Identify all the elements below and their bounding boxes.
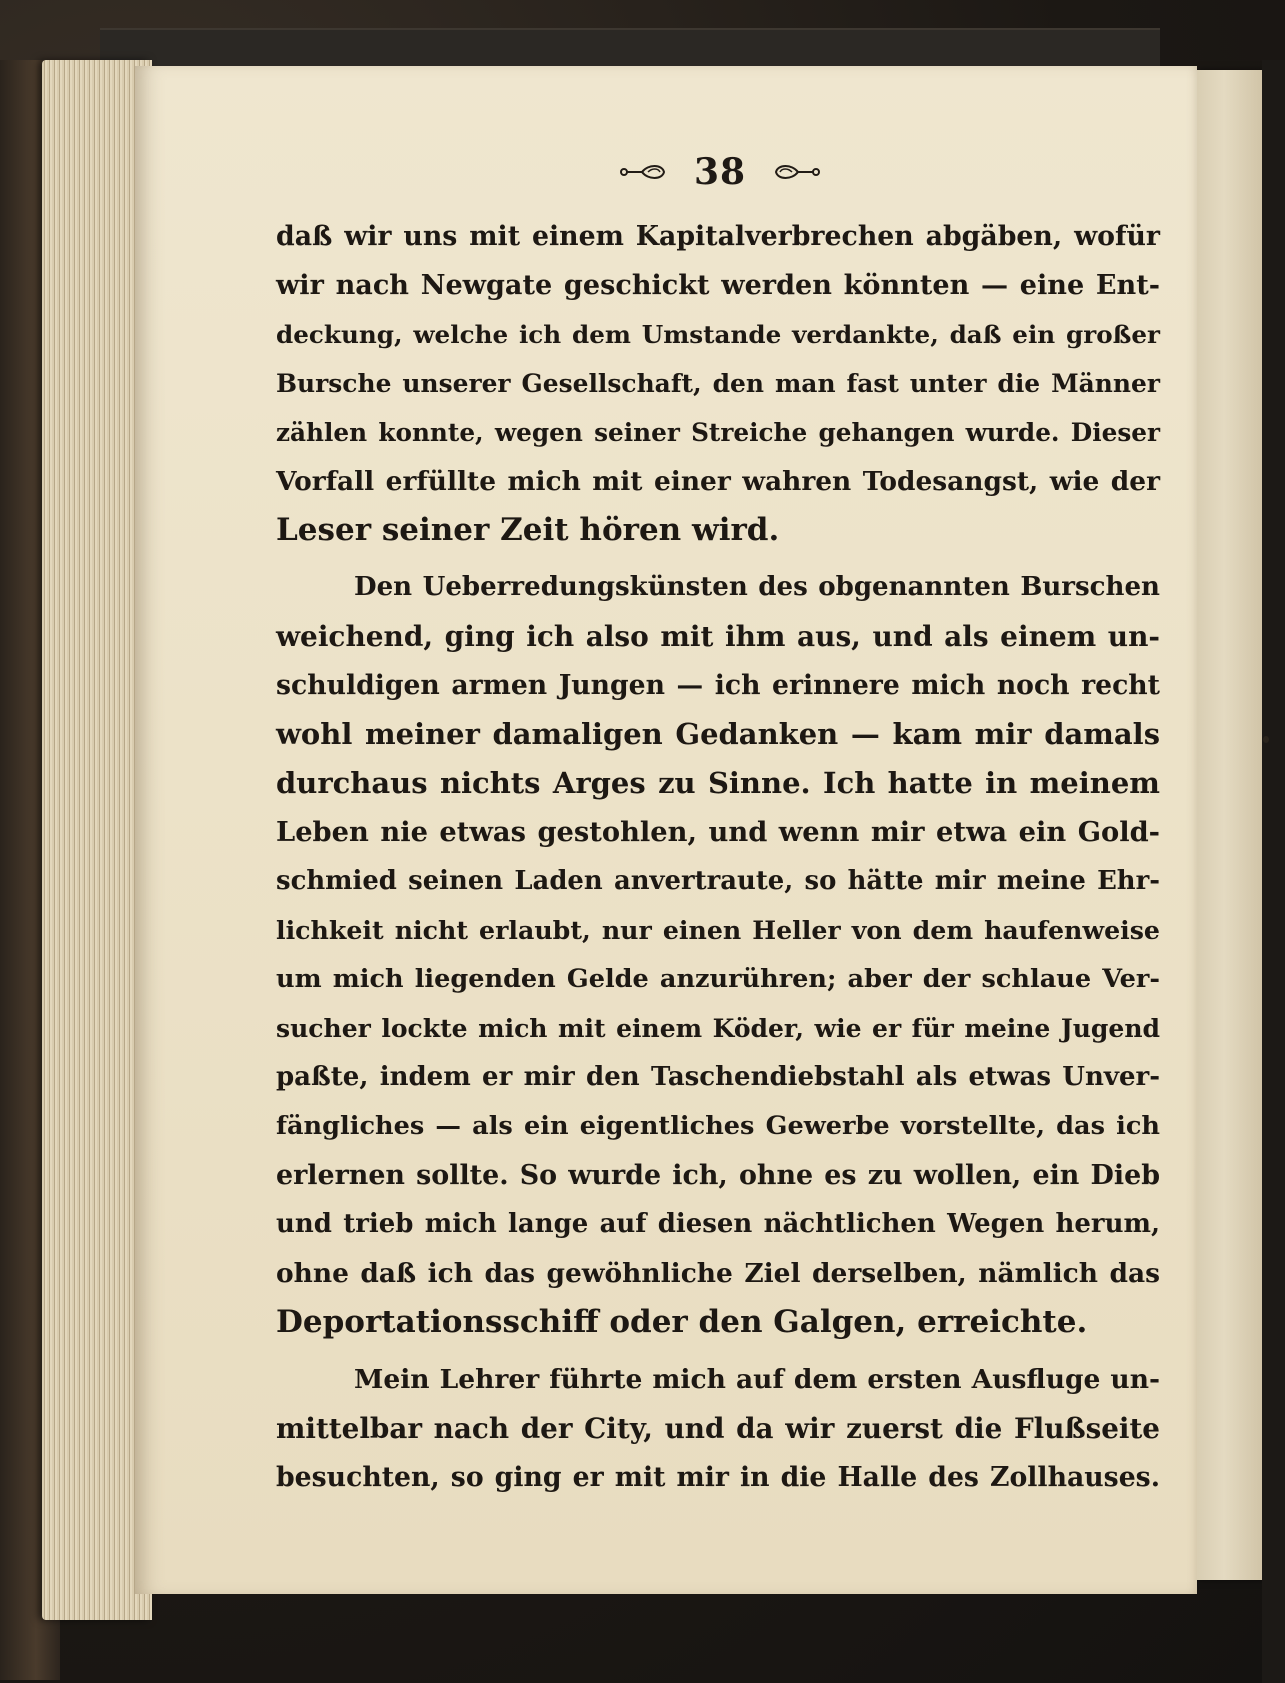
text-line: um mich liegenden Gelde anzurühren; aber der schlaue Ver- xyxy=(276,964,1160,994)
text-line: Mein Lehrer führte mich auf dem ersten Ausfluge un- xyxy=(354,1364,1160,1395)
page-header xyxy=(590,148,850,196)
paragraph-gap xyxy=(276,1347,1160,1355)
text-line: schuldigen armen Jungen — ich erinnere mich noch recht xyxy=(276,670,1160,701)
text-line: Leser seiner Zeit hören wird. xyxy=(276,512,780,548)
text-line: Bursche unserer Gesellschaft, den man fast unter die Männer xyxy=(276,369,1160,398)
text-line: lichkeit nicht erlaubt, nur einen Heller von dem haufenweise xyxy=(276,915,1160,945)
next-page-edge xyxy=(1196,70,1266,1580)
text-line: daß wir uns mit einem Kapitalverbrechen abgäben, wofür xyxy=(276,221,1160,252)
text-line: Den Ueberredungskünsten des obgenannten Burschen xyxy=(354,572,1160,602)
text-line: wohl meiner damaligen Gedanken — kam mir damals xyxy=(276,717,1160,751)
text-line: Leben nie etwas gestohlen, und wenn mir etwa ein Gold- xyxy=(276,816,1160,848)
ink-spot xyxy=(1263,736,1269,743)
right-ornament-icon xyxy=(768,161,822,183)
text-line: und trieb mich lange auf diesen nächtlichen Wegen herum, xyxy=(276,1209,1160,1239)
paragraph-gap xyxy=(276,555,1160,563)
cover-right-edge xyxy=(1262,60,1285,1683)
text-line: durchaus nichts Arges zu Sinne. Ich hatte in meinem xyxy=(276,766,1160,800)
text-line: wir nach Newgate geschickt werden könnten — eine Ent- xyxy=(276,270,1160,301)
page-body-text xyxy=(276,212,1160,1502)
text-line: weichend, ging ich also mit ihm aus, und als einem un- xyxy=(276,620,1160,653)
text-line: erlernen sollte. So wurde ich, ohne es zu wollen, ein Dieb xyxy=(276,1160,1160,1191)
text-line: besuchten, so ging er mit mir in die Halle des Zollhauses. xyxy=(276,1462,1160,1493)
text-line: sucher lockte mich mit einem Köder, wie er für meine Jugend xyxy=(276,1013,1160,1043)
text-line: paßte, indem er mir den Taschendiebstahl als etwas Unver- xyxy=(276,1062,1160,1092)
text-line: schmied seinen Laden anvertraute, so hätte mir meine Ehr- xyxy=(276,866,1160,896)
text-line: zählen konnte, wegen seiner Streiche gehangen wurde. Dieser xyxy=(276,418,1160,447)
text-line: deckung, welche ich dem Umstande verdankte, daß ein großer xyxy=(276,320,1160,349)
text-line: ohne daß ich das gewöhnliche Ziel derselben, nämlich das xyxy=(276,1258,1160,1289)
left-ornament-icon xyxy=(618,161,672,183)
cover-top-edge xyxy=(100,28,1160,68)
text-line: Vorfall erfüllte mich mit einer wahren Todesangst, wie der xyxy=(276,466,1160,497)
page-number: 38 xyxy=(693,151,747,193)
text-line: Deportationsschiff oder den Galgen, erreichte. xyxy=(276,1304,1088,1340)
text-line: fängliches — als ein eigentliches Gewerbe vorstellte, das ich xyxy=(276,1111,1160,1141)
text-line: mittelbar nach der City, und da wir zuerst die Flußseite xyxy=(276,1412,1160,1445)
